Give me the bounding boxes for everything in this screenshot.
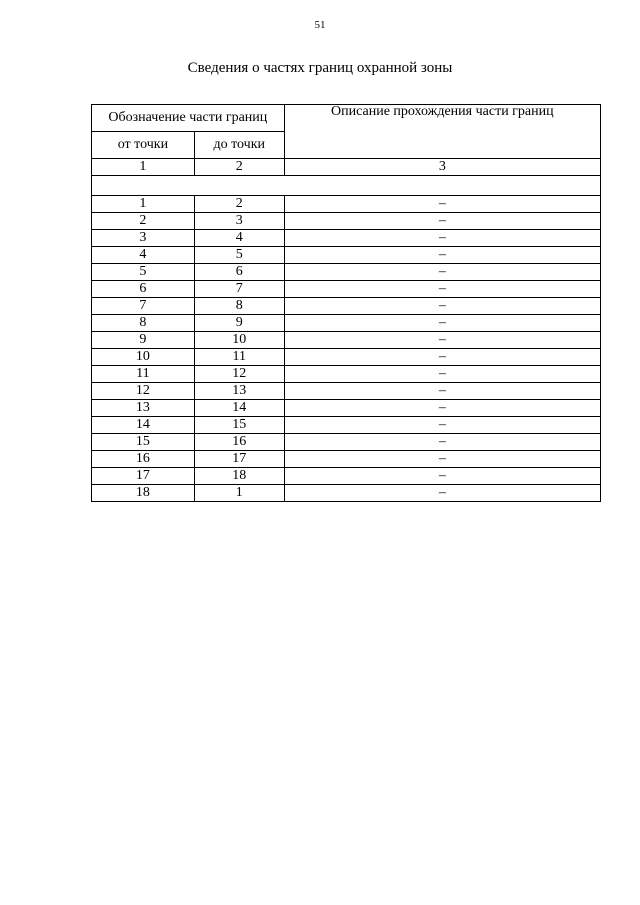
- to-point-cell: 15: [194, 417, 284, 434]
- table-row: [92, 264, 601, 281]
- from-point-cell: 8: [92, 315, 195, 332]
- to-point-cell: 9: [194, 315, 284, 332]
- from-point-cell: 1: [92, 196, 195, 213]
- table-row: [92, 451, 601, 468]
- description-cell: –: [284, 332, 600, 349]
- column-number-2: 2: [194, 159, 284, 176]
- to-point-cell: 18: [194, 468, 284, 485]
- from-point-cell: 3: [92, 230, 195, 247]
- table-row: [92, 247, 601, 264]
- table-row: [92, 417, 601, 434]
- table-row: [92, 281, 601, 298]
- from-point-cell: 15: [92, 434, 195, 451]
- table-row: [92, 485, 601, 502]
- to-point-cell: 10: [194, 332, 284, 349]
- to-point-cell: 7: [194, 281, 284, 298]
- from-point-cell: 12: [92, 383, 195, 400]
- description-cell: –: [284, 349, 600, 366]
- to-point-cell: 1: [194, 485, 284, 502]
- description-cell: –: [284, 230, 600, 247]
- page-number: 51: [314, 19, 326, 31]
- table-row: [92, 230, 601, 247]
- from-point-cell: 9: [92, 332, 195, 349]
- description-cell: –: [284, 400, 600, 417]
- from-point-cell: 16: [92, 451, 195, 468]
- table-row: [92, 196, 601, 213]
- blank-cell: [92, 176, 601, 196]
- to-point-cell: 6: [194, 264, 284, 281]
- document-title: Сведения о частях границ охранной зоны: [187, 60, 453, 76]
- table-row: [92, 213, 601, 230]
- header-description: Описание прохождения части границ: [284, 105, 600, 159]
- from-point-cell: 10: [92, 349, 195, 366]
- table-row: [92, 434, 601, 451]
- description-cell: –: [284, 366, 600, 383]
- from-point-cell: 14: [92, 417, 195, 434]
- description-cell: –: [284, 485, 600, 502]
- table-row: [92, 366, 601, 383]
- to-point-cell: 12: [194, 366, 284, 383]
- header-from-point: от точки: [92, 132, 195, 159]
- description-cell: –: [284, 315, 600, 332]
- description-cell: –: [284, 298, 600, 315]
- boundary-parts-table: [91, 104, 601, 502]
- to-point-cell: 2: [194, 196, 284, 213]
- column-number-3: 3: [284, 159, 600, 176]
- description-cell: –: [284, 383, 600, 400]
- table-row: [92, 383, 601, 400]
- table-row: [92, 349, 601, 366]
- to-point-cell: 13: [194, 383, 284, 400]
- description-cell: –: [284, 417, 600, 434]
- from-point-cell: 13: [92, 400, 195, 417]
- to-point-cell: 11: [194, 349, 284, 366]
- to-point-cell: 4: [194, 230, 284, 247]
- from-point-cell: 5: [92, 264, 195, 281]
- from-point-cell: 11: [92, 366, 195, 383]
- column-number-1: 1: [92, 159, 195, 176]
- description-cell: –: [284, 281, 600, 298]
- description-cell: –: [284, 468, 600, 485]
- from-point-cell: 7: [92, 298, 195, 315]
- table-row: [92, 315, 601, 332]
- from-point-cell: 4: [92, 247, 195, 264]
- header-boundary-part: Обозначение части границ: [92, 105, 285, 132]
- table-row: [92, 400, 601, 417]
- table-row: [92, 468, 601, 485]
- blank-row: [92, 176, 601, 196]
- description-cell: –: [284, 213, 600, 230]
- from-point-cell: 17: [92, 468, 195, 485]
- table-row: [92, 332, 601, 349]
- to-point-cell: 16: [194, 434, 284, 451]
- to-point-cell: 17: [194, 451, 284, 468]
- description-cell: –: [284, 451, 600, 468]
- from-point-cell: 6: [92, 281, 195, 298]
- description-cell: –: [284, 434, 600, 451]
- to-point-cell: 14: [194, 400, 284, 417]
- description-cell: –: [284, 264, 600, 281]
- description-cell: –: [284, 247, 600, 264]
- from-point-cell: 18: [92, 485, 195, 502]
- to-point-cell: 5: [194, 247, 284, 264]
- to-point-cell: 8: [194, 298, 284, 315]
- from-point-cell: 2: [92, 213, 195, 230]
- to-point-cell: 3: [194, 213, 284, 230]
- table-row: [92, 298, 601, 315]
- header-to-point: до точки: [194, 132, 284, 159]
- description-cell: –: [284, 196, 600, 213]
